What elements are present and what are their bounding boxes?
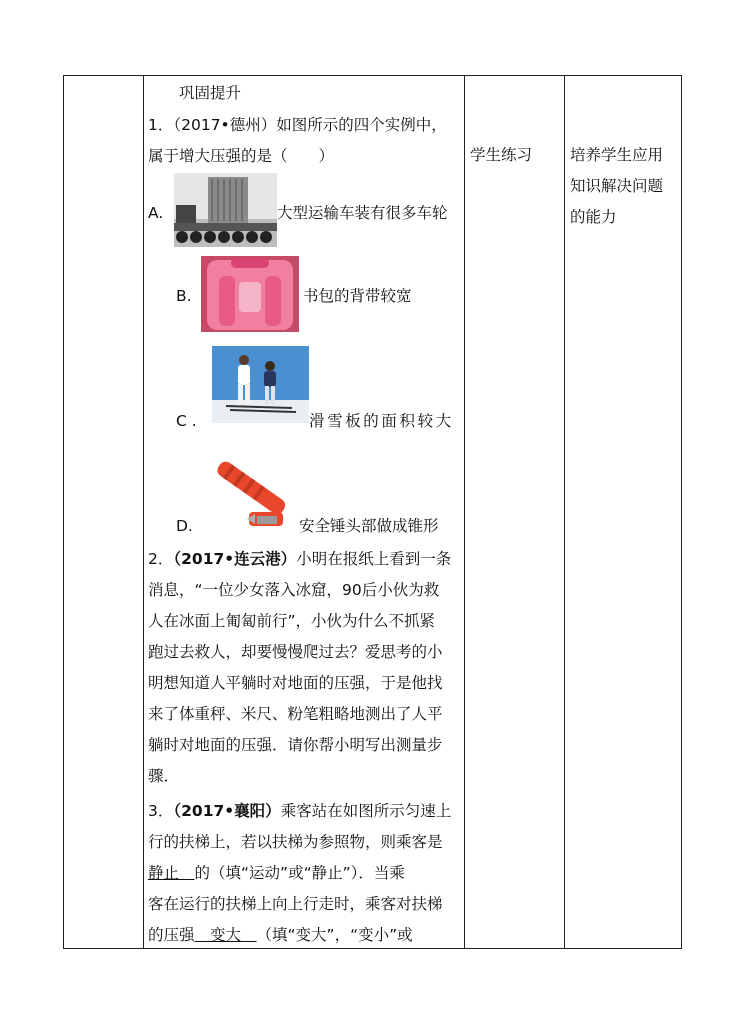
q2-line: 消息，“一位少女落入冰窟，90后小伙为救 [148,581,440,599]
q2-source: （2017•连云港） [173,550,297,568]
transport-truck-image [174,173,277,247]
option-c-text: 滑雪板的面积较大 [309,412,454,430]
q2-line: 躺时对地面的压强．请你帮小明写出测量步 [148,736,443,754]
q2-line: 来了体重秤、米尺、粉笔粗略地测出了人平 [148,705,443,723]
q2-number: 2． [148,550,174,568]
q2-line: 人在冰面上匍匐前行”，小伙为什么不抓紧 [148,612,436,630]
q3-line-rest: 的（填“运动”或“静止”）．当乘 [194,864,405,882]
q3-line-rest: （填“变大”，“变小”或 [256,926,413,944]
option-d-text: 安全锤头部做成锥形 [299,517,439,535]
column-divider [464,76,465,948]
schoolbag-image [201,256,299,332]
option-b-text: 书包的背带较宽 [303,287,412,305]
option-a-text: 大型运输车装有很多车轮 [277,204,448,222]
q3-answer-blank: 变大 [210,926,242,944]
skiers-image [212,346,309,423]
exercise-cell [143,76,464,948]
section-title: 巩固提升 [179,84,242,102]
safety-hammer-image [203,450,299,534]
design-intent-line: 知识解决问题 [570,177,664,195]
lesson-table [63,75,682,949]
q3-line [148,920,413,951]
student-activity: 学生练习 [470,146,533,164]
q3-answer-blank: 静止 [148,864,180,882]
q2-line: 骤． [148,767,180,785]
column-divider [564,76,565,948]
option-b-letter: B. [176,287,192,305]
q3-source: （2017•襄阳） [173,802,281,820]
q3-line [148,858,405,889]
design-intent-line: 的能力 [570,208,617,226]
q2-line: 明想知道人平躺时对地面的压强，于是他找 [148,674,443,692]
q1-stem-line1: 1．（2017•德州）如图所示的四个实例中， [148,116,447,134]
q3-number: 3． [148,802,174,820]
q3-line-pre: 的压强 [148,926,195,944]
option-c-letter: C . [176,412,197,430]
q1-stem-line2: 属于增大压强的是（ ） [148,147,335,165]
q2-first-line [148,544,451,575]
q2-line: 小明在报纸上看到一条 [296,550,452,568]
q2-line: 跑过去救人，却要慢慢爬过去？爱思考的小 [148,643,443,661]
q3-line: 乘客站在如图所示匀速上 [280,802,452,820]
design-intent-line: 培养学生应用 [570,146,664,164]
option-d-letter: D. [176,517,193,535]
q3-line: 行的扶梯上，若以扶梯为参照物，则乘客是 [148,833,443,851]
option-a-letter: A. [148,204,164,222]
q3-first-line [148,796,451,827]
q3-line: 客在运行的扶梯上向上行走时，乘客对扶梯 [148,895,443,913]
